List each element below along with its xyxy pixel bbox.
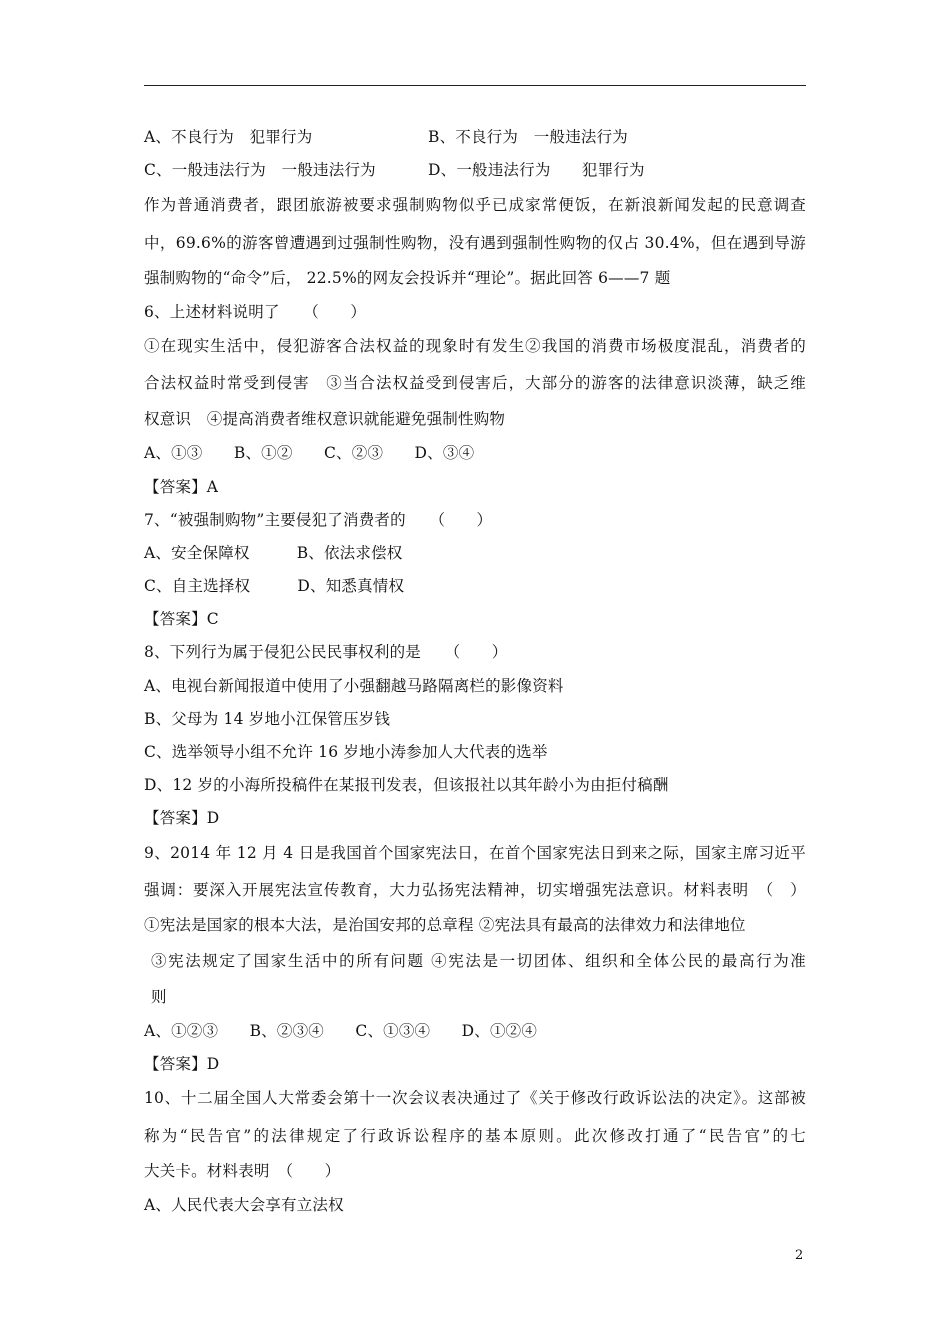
question-10-line-3: 大关卡。材料表明 （ ）	[144, 1162, 341, 1180]
q9-statement-3: 则	[151, 988, 167, 1006]
q9-answer: 【答案】D	[144, 1055, 220, 1073]
option-a: A、不良行为 犯罪行为	[144, 128, 313, 146]
header-rule	[144, 85, 806, 86]
q6-statement-2: 合法权益时常受到侵害 ③当合法权益受到侵害后，大部分的游客的法律意识淡薄，缺乏维	[144, 374, 806, 392]
question-7: 7、“被强制购物”主要侵犯了消费者的 （ ）	[144, 511, 493, 529]
option-d: D、一般违法行为 犯罪行为	[428, 161, 645, 179]
page-number: 2	[795, 1248, 804, 1263]
question-6: 6、上述材料说明了 （ ）	[144, 303, 367, 321]
q8-option-a: A、电视台新闻报道中使用了小强翻越马路隔离栏的影像资料	[144, 677, 564, 695]
q6-statement-1: ①在现实生活中，侵犯游客合法权益的现象时有发生②我国的消费市场极度混乱，消费者的	[144, 337, 806, 355]
q6-answer: 【答案】A	[144, 478, 219, 496]
q8-option-c: C、选举领导小组不允许 16 岁地小涛参加人大代表的选举	[144, 743, 548, 761]
question-10-line-2: 称为“民告官”的法律规定了行政诉讼程序的基本原则。此次修改打通了“民告官”的七	[144, 1127, 806, 1145]
question-9-line-2: 强调：要深入开展宪法宣传教育，大力弘扬宪法精神，切实增强宪法意识。材料表明 （ ）	[144, 881, 806, 899]
material-line-3: 强制购物的“命令”后， 22.5%的网友会投诉并“理论”。据此回答 6——7 题	[144, 269, 671, 287]
q6-options: A、①③ B、①② C、②③ D、③④	[144, 444, 475, 462]
question-8: 8、下列行为属于侵犯公民民事权利的是 （ ）	[144, 643, 508, 661]
q8-option-d: D、12 岁的小海所投稿件在某报刊发表，但该报社以其年龄小为由拒付稿酬	[144, 776, 669, 794]
question-9-line-1: 9、2014 年 12 月 4 日是我国首个国家宪法日，在首个国家宪法日到来之际，国家主席习近平	[144, 844, 806, 862]
q10-option-a: A、人民代表大会享有立法权	[144, 1196, 344, 1214]
material-line-2: 中，69.6%的游客曾遭遇到过强制性购物，没有遇到强制性购物的仅占 30.4%，但在遇到导游	[144, 234, 806, 252]
q9-statement-2: ③宪法规定了国家生活中的所有问题 ④宪法是一切团体、组织和全体公民的最高行为准	[151, 952, 806, 970]
option-row-ab	[144, 127, 628, 147]
q8-option-b: B、父母为 14 岁地小江保管压岁钱	[144, 710, 391, 728]
q8-answer: 【答案】D	[144, 809, 220, 827]
q7-answer: 【答案】C	[144, 610, 219, 628]
question-10-line-1: 10、十二届全国人大常委会第十一次会议表决通过了《关于修改行政诉讼法的决定》。这部被	[144, 1089, 806, 1107]
option-b: B、不良行为 一般违法行为	[428, 128, 628, 146]
q6-statement-3: 权意识 ④提高消费者维权意识就能避免强制性购物	[144, 410, 506, 428]
material-line-1: 作为普通消费者，跟团旅游被要求强制购物似乎已成家常便饭，在新浪新闻发起的民意调查	[144, 196, 806, 214]
q7-options-ab: A、安全保障权 B、依法求偿权	[144, 544, 403, 562]
q7-options-cd: C、自主选择权 D、知悉真情权	[144, 577, 405, 595]
q9-statement-1: ①宪法是国家的根本大法，是治国安邦的总章程 ②宪法具有最高的法律效力和法律地位	[144, 916, 746, 934]
option-row-cd	[144, 160, 645, 180]
option-c: C、一般违法行为 一般违法行为	[144, 161, 376, 179]
q9-options: A、①②③ B、②③④ C、①③④ D、①②④	[144, 1022, 538, 1040]
